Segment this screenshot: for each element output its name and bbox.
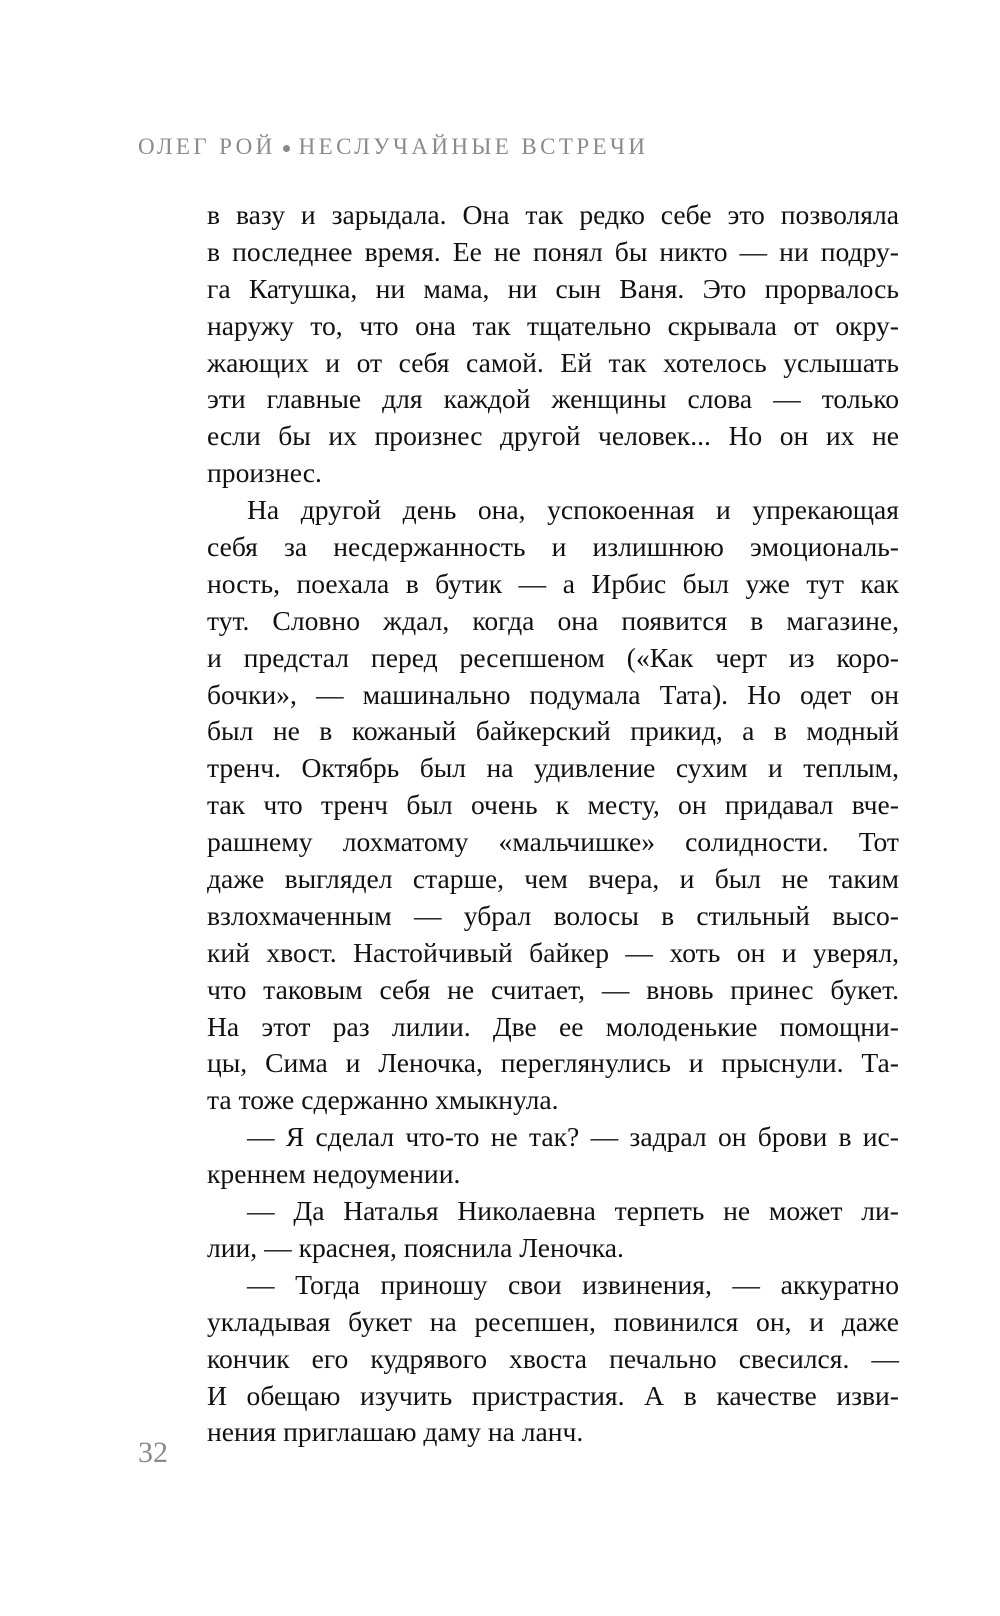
text-line: нения приглашаю даму на ланч. [207, 1416, 584, 1448]
text-line: цы, Сима и Леночка, переглянулись и прыснули. Та- [207, 1047, 899, 1079]
text-line: лии, — краснея, пояснила Леночка. [207, 1231, 624, 1263]
text-line: га Катушка, ни мама, ни сын Ваня. Это прорвалось [207, 272, 899, 304]
text-line: бочки», — машинально подумала Тата). Но одет он [207, 678, 899, 710]
header-author: ОЛЕГ РОЙ [138, 134, 276, 159]
text-line: тут. Словно ждал, когда она появится в магазине, [207, 604, 899, 636]
text-line: и предстал перед ресепшеном («Как черт из коро- [207, 641, 899, 673]
text-line: На другой день она, успокоенная и упрекающая [247, 494, 899, 526]
text-line: взлохмаченным — убрал волосы в стильный высо- [207, 899, 899, 931]
text-line: что таковым себя не считает, — вновь принес букет. [207, 973, 899, 1005]
text-line: тренч. Октябрь был на удивление сухим и теплым, [207, 752, 899, 784]
text-line: — Да Наталья Николаевна терпеть не может ли- [247, 1195, 899, 1227]
page-number: 32 [138, 1436, 168, 1469]
bullet-separator-icon [283, 145, 290, 152]
text-line: если бы их произнес другой человек... Но он их не [207, 420, 899, 452]
text-line: в последнее время. Ее не понял бы никто — ни подру- [207, 235, 899, 267]
text-line: даже выглядел старше, чем вчера, и был не таким [207, 863, 899, 895]
text-line: ность, поехала в бутик — а Ирбис был уже тут как [207, 567, 899, 599]
text-line: креннем недоумении. [207, 1158, 461, 1190]
text-line: та тоже сдержанно хмыкнула. [207, 1084, 559, 1116]
text-line: На этот раз лилии. Две ее молоденькие помощни- [207, 1010, 899, 1042]
text-line: себя за несдержанность и излишнюю эмоциональ- [207, 531, 899, 563]
text-line: кий хвост. Настойчивый байкер — хоть он и уверял, [207, 936, 899, 968]
text-line: наружу то, что она так тщательно скрывала от окру- [207, 309, 899, 341]
text-line: — Я сделал что-то не так? — задрал он брови в ис- [247, 1121, 899, 1153]
text-line: был не в кожаный байкерский прикид, а в модный [207, 715, 899, 747]
text-line: так что тренч был очень к месту, он придавал вче- [207, 789, 899, 821]
text-line: эти главные для каждой женщины слова — только [207, 383, 899, 415]
running-header [138, 134, 648, 160]
text-line: произнес. [207, 457, 322, 489]
text-line: И обещаю изучить пристрастия. А в качестве изви- [207, 1379, 899, 1411]
header-book-title: НЕСЛУЧАЙНЫЕ ВСТРЕЧИ [298, 134, 649, 159]
text-line: рашнему лохматому «мальчишке» солидности. Тот [207, 826, 899, 858]
body-text [207, 197, 899, 1451]
text-line: в вазу и зарыдала. Она так редко себе это позволяла [207, 199, 899, 230]
text-line: жающих и от себя самой. Ей так хотелось услышать [207, 346, 899, 378]
text-line: кончик его кудрявого хвоста печально свесился. — [207, 1342, 899, 1374]
text-line: укладывая букет на ресепшен, повинился он, и даже [207, 1305, 899, 1337]
text-line: — Тогда приношу свои извинения, — аккуратно [247, 1268, 899, 1300]
